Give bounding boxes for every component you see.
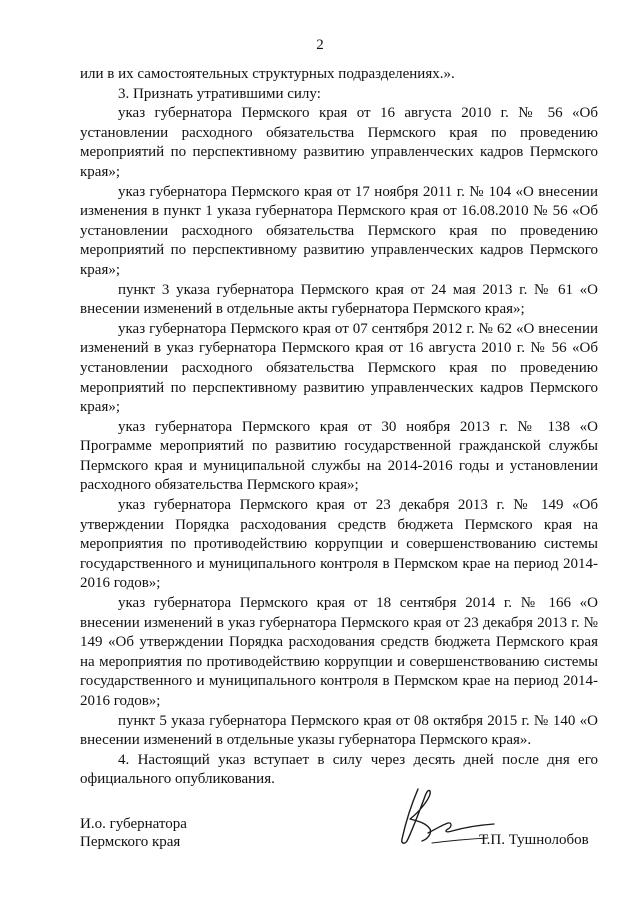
paragraph-7: указ губернатора Пермского края от 23 декабря 2013 г. № 149 «Об утверждении Порядка расходования средств бюджета Пермского края на мероприятия по противодействию коррупции и совершенствованию системы государственного и муниципального контроля в Пермском крае на период 2014-2016 годов»; [80, 497, 598, 592]
signatory-name: Т.П. Тушнолобов [479, 832, 589, 848]
paragraph-4: пункт 3 указа губернатора Пермского края от 24 мая 2013 г. № 61 «О внесении изменений в отдельные акты губернатора Пермского края»; [80, 281, 598, 318]
page-number: 2 [316, 37, 324, 53]
paragraph-9: пункт 5 указа губернатора Пермского края от 08 октября 2015 г. № 140 «О внесении изменений в отдельные указы губернатора Пермского края». [80, 712, 598, 749]
signatory-title-line1: И.о. губернатора [80, 816, 187, 832]
signatory-title [80, 815, 187, 851]
paragraph-0: или в их самостоятельных структурных подразделениях.». [80, 66, 455, 82]
document-body [80, 65, 598, 790]
paragraph-6: указ губернатора Пермского края от 30 ноября 2013 г. № 138 «О Программе мероприятий по развитию государственной гражданской службы Пермского края и муниципальной службы на 2014-2016 годы и установлении расходного обязательства Пермского края»; [80, 418, 598, 494]
paragraph-10: 4. Настоящий указ вступает в силу через десять дней после дня его официального опубликования. [80, 751, 598, 788]
paragraph-8: указ губернатора Пермского края от 18 сентября 2014 г. № 166 «О внесении изменений в указ губернатора Пермского края от 23 декабря 2013 г. № 149 «Об утверждении Порядка расходования средств бюджета Пермского края на мероприятия по противодействию коррупции и совершенствованию системы государственного и муниципального контроля в Пермском крае на период 2014-2016 годов»; [80, 595, 598, 709]
paragraph-5: указ губернатора Пермского края от 07 сентября 2012 г. № 62 «О внесении изменений в указ губернатора Пермского края от 16 августа 2010 г. № 56 «Об установлении расходного обязательства Пермского края по проведению мероприятий по перспективному развитию управленческих кадров Пермского края»; [80, 320, 598, 416]
signatory-title-line2: Пермского края [80, 834, 181, 850]
paragraph-3: указ губернатора Пермского края от 17 ноября 2011 г. № 104 «О внесении изменения в пункт 1 указа губернатора Пермского края от 16.08.2010 № 56 «Об установлении расходного обязательства Пермского края по проведению мероприятий по перспективному развитию управленческих кадров Пермского края»; [80, 183, 598, 278]
paragraph-1: 3. Признать утратившими силу: [118, 85, 321, 102]
paragraph-2: указ губернатора Пермского края от 16 августа 2010 г. № 56 «Об установлении расходного обязательства Пермского края по проведению мероприятий по перспективному развитию управленческих кадров Пермского края»; [80, 105, 598, 180]
